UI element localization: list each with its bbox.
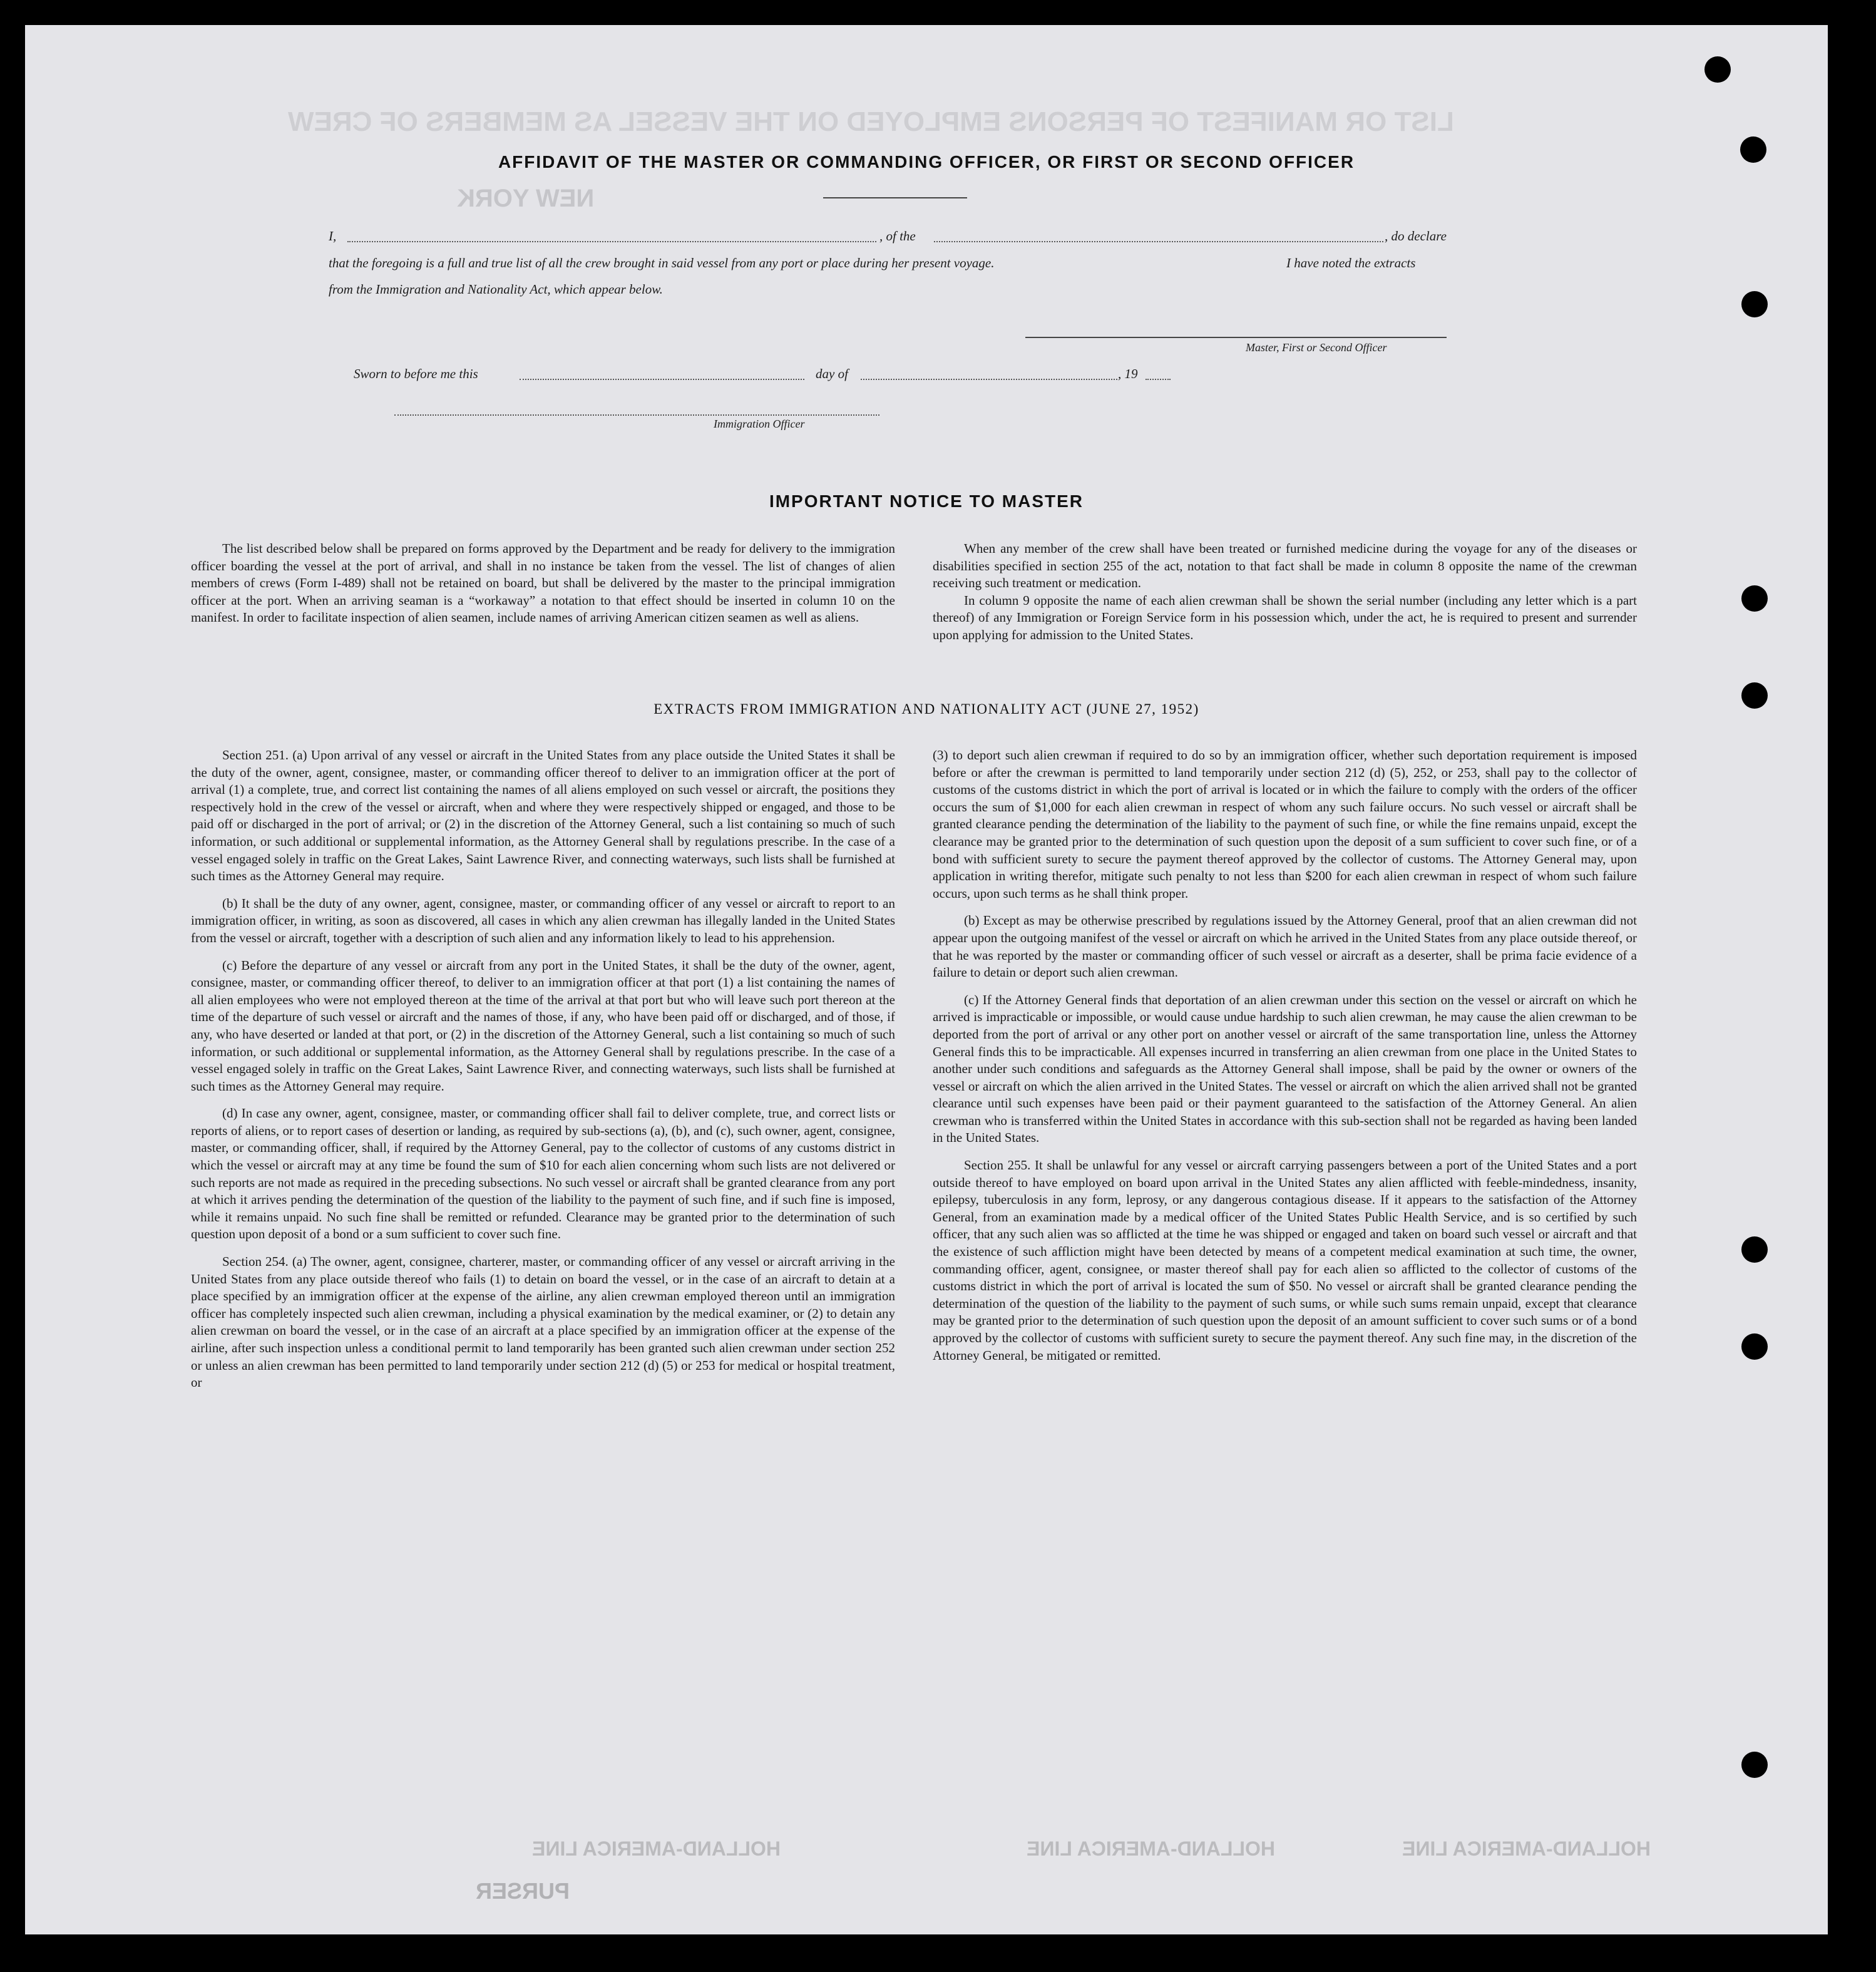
affidavit-title: AFFIDAVIT OF THE MASTER OR COMMANDING OFFICER, OR FIRST OR SECOND OFFICER	[498, 152, 1355, 172]
declaration-line: that the foregoing is a full and true list of all the crew brought in said vessel from any port or place during her present voyage.	[329, 255, 995, 270]
punch-hole	[1741, 585, 1768, 612]
show-through-header: LIST OR MANIFEST OF PERSONS EMPLOYED ON THE VESSEL AS MEMBERS OF CREW	[288, 106, 1454, 137]
affiant-label: I,	[329, 229, 337, 244]
sworn-label: Sworn to before me this	[354, 366, 478, 381]
notice-left-column	[191, 540, 895, 637]
immigration-officer-caption: Immigration Officer	[714, 418, 805, 430]
act-section: (c) If the Attorney General finds that deportation of an alien crewman under this section on the vessel or aircraft on which he arrived is impracticable or impossible, or would cause undue hardship to such alien crewman, he may cause the alien crewman to be deported from the port of arrival or any other port on another vessel or aircraft of the same transportation line, unless the Attorney General finds this to be impracticable. All expenses incurred in transferring an alien crewman from one place in the United States to another under such conditions and safeguards as the Attorney General shall impose, shall be paid by the owner or owners of the vessel or aircraft on which the alien arrived in the United States. The vessel or aircraft on which the alien arrived shall not be granted clearance until such expenses have been paid or their payment guaranteed to the satisfaction of the Attorney General. An alien crewman who is transferred within the United States in accordance with this sub-section shall not be regarded as having been landed in the United States.	[933, 992, 1637, 1146]
act-section: (3) to deport such alien crewman if required to do so by an immigration officer, whether such deportation requirement is imposed before or after the crewman is permitted to land temporarily under section 212 (d) (5), 252, or 253, shall pay to the collector of customs of the customs district in which the port of arrival is located or in which the failure to comply with the orders of the officer occurs the sum of $1,000 for each alien crewman in respect of whom any such failure occurs. No such vessel or aircraft shall be granted clearance pending the determination of the liability to the payment of such fine, or while the fine remains unpaid, except the clearance may be granted prior to the determination of such question upon the deposit of a sum sufficient to cover such fine, or of a bond with sufficient surety to secure the payment thereof approved by the collector of customs. The Attorney General may, upon application in writing therefor, mitigate such penalty to not less than $200 for each alien crewman in respect of whom such failure occurs, upon such terms as he shall think proper.	[933, 747, 1637, 901]
vessel-name-field[interactable]	[934, 241, 1383, 242]
do-declare-label: , do declare	[1385, 229, 1447, 244]
sworn-day-field[interactable]	[520, 379, 804, 380]
declaration-line-end: I have noted the extracts	[1286, 255, 1416, 270]
act-section: Section 254. (a) The owner, agent, consignee, charterer, master, or commanding officer of any vessel or aircraft arriving in the United States from any place outside thereof who fails (1) to detain on board the vessel, or in the case of an aircraft to detain at a place specified by an immigration officer at the expense of the airline, any alien crewman employed thereon until an immigration officer has completely inspected such alien crewman, including a physical examination by the medical examiner, or (2) to detain any alien crewman on board the vessel, or in the case of an aircraft at a place specified by an immigration officer at the expense of the airline, after such inspection unless a conditional permit to land temporarily has been granted such alien crewman under section 252 or unless an alien crewman has been permitted to land temporarily under section 212 (d) (5) or 253 for medical or hospital treatment, or	[191, 1254, 895, 1390]
master-signature-line[interactable]	[1025, 337, 1447, 338]
act-section: (c) Before the departure of any vessel or aircraft from any port in the United States, it shall be the duty of the owner, agent, consignee, master, or commanding officer thereof, to deliver to an immigration officer at that port (1) a list containing the names of all alien employees who were not employed thereon at the time of the arrival at that port but who will leave such port thereon at the time of the departure of such vessel or aircraft and the names of those, if any, who have been paid off or discharged, and of those, if any, who have deserted or landed at that port, or (2) in the discretion of the Attorney General, such a list containing so much of such information, or such additional or supplemental information, as the Attorney General shall by regulations prescribe. In the case of a vessel engaged solely in traffic on the Great Lakes, Saint Lawrence River, and connecting waterways, such lists shall be furnished at such times as the Attorney General may require.	[191, 957, 895, 1094]
notice-title: IMPORTANT NOTICE TO MASTER	[769, 491, 1084, 511]
extracts-right-column	[933, 747, 1637, 1374]
immigration-officer-signature-line[interactable]	[394, 414, 879, 416]
show-through-port: NEW YORK	[457, 185, 595, 212]
purser-stamp: PURSER	[476, 1878, 570, 1904]
day-of-label: day of	[816, 366, 848, 381]
of-the-label: , of the	[879, 229, 916, 244]
extracts-left-column	[191, 747, 895, 1402]
company-stamp: HOLLAND-AMERICA LINE	[1402, 1837, 1651, 1860]
notice-paragraph: When any member of the crew shall have been treated or furnished medicine during the voyage for any of the diseases or disabilities specified in section 255 of the act, notation to that fact shall be made in column 8 opposite the name of the crewman receiving such treatment or medication.	[933, 541, 1637, 591]
company-stamp: HOLLAND-AMERICA LINE	[532, 1837, 781, 1860]
punch-hole	[1741, 1752, 1768, 1778]
notice-paragraph: In column 9 opposite the name of each alien crewman shall be shown the serial number (including any letter which is a part thereof) of any Immigration or Foreign Service form in his possession which, under the act, he is required to present and surrender upon applying for admission to the United States.	[933, 592, 1637, 642]
act-section: Section 255. It shall be unlawful for any vessel or aircraft carrying passengers between a port of the United States and a port outside thereof to have employed on board upon arrival in the United States any alien afflicted with feeble-mindedness, insanity, epilepsy, tuberculosis in any form, leprosy, or any dangerous contagious disease. If it appears to the satisfaction of the Attorney General, from an examination made by a medical officer of the United States Public Health Service, and is so certified by such officer, that any such alien was so afflicted at the time he was shipped or engaged and taken on board such vessel or aircraft and that the existence of such affliction might have been detected by means of a competent medical examination at such time, the owner, commanding officer, agent, consignee, or master thereof shall pay for each alien so afflicted to the collector of customs of the customs district in which the port of arrival is located the sum of $50. No vessel or aircraft shall be granted clearance pending the determination of the question of the liability to the payment of such sums, or while such sums remain unpaid, except that clearance may be granted prior to the determination of such question upon the deposit of an amount sufficient to cover such sums or of a bond approved by the collector of customs with sufficient surety to secure the payment thereof. Any such fine may, in the discretion of the Attorney General, be mitigated or remitted.	[933, 1158, 1637, 1363]
document-page	[25, 25, 1828, 1934]
act-section: (b) It shall be the duty of any owner, agent, consignee, master, or commanding officer of any vessel or aircraft to report to an immigration officer, in writing, as soon as discovered, all cases in which any alien crewman has illegally landed in the United States from the vessel or aircraft, together with a description of such alien and any information likely to lead to his apprehension.	[191, 895, 895, 945]
title-underline	[823, 197, 967, 198]
notice-paragraph: The list described below shall be prepared on forms approved by the Department and be ready for delivery to the immigration officer boarding the vessel at the port of arrival, and shall in no instance be taken from the vessel. The list of changes of alien members of crews (Form I-489) shall not be retained on board, but shall be delivered by the master to the principal immigration officer at the port. When an arriving seaman is a “workaway” a notation to that effect should be inserted in column 10 on the manifest. In order to facilitate inspection of alien seamen, include names of arriving American citizen seamen as well as aliens.	[191, 541, 895, 625]
punch-hole	[1704, 56, 1731, 83]
punch-hole	[1741, 1236, 1768, 1263]
act-section: Section 251. (a) Upon arrival of any vessel or aircraft in the United States from any place outside the United States it shall be the duty of the owner, agent, consignee, master, or commanding officer thereof to deliver to an immigration officer at the port of arrival (1) a complete, true, and correct list containing the names of all aliens employed on such vessel or aircraft, the positions they respectively hold in the crew of the vessel or aircraft, when and where they were respectively shipped or engaged, and those to be paid off or discharged in the port of arrival; or (2) in the discretion of the Attorney General, such a list containing so much of such information, or such additional or supplemental information, as the Attorney General shall by regulations prescribe. In the case of a vessel engaged solely in traffic on the Great Lakes, Saint Lawrence River, and connecting waterways, such lists shall be furnished at such times as the Attorney General may require.	[191, 747, 895, 884]
master-signature-caption: Master, First or Second Officer	[1246, 341, 1387, 354]
punch-hole	[1741, 1333, 1768, 1360]
notice-right-column	[933, 540, 1637, 654]
declaration-line-3: from the Immigration and Nationality Act, which appear below.	[329, 282, 663, 297]
extracts-title: EXTRACTS FROM IMMIGRATION AND NATIONALITY ACT (JUNE 27, 1952)	[654, 701, 1199, 717]
act-section: (b) Except as may be otherwise prescribed by regulations issued by the Attorney General, proof that an alien crewman did not appear upon the outgoing manifest of the vessel or aircraft on which he arrived in the United States from any place outside thereof, or that he was reported by the master or commanding officer of such vessel or aircraft as a deserter, shall be prima facie evidence of a failure to detain or deport such alien crewman.	[933, 913, 1637, 980]
sworn-year-field[interactable]	[1146, 379, 1171, 380]
sworn-month-field[interactable]	[861, 379, 1117, 380]
affiant-name-field[interactable]	[347, 241, 876, 242]
year-label: , 19	[1118, 366, 1138, 381]
company-stamp: HOLLAND-AMERICA LINE	[1027, 1837, 1275, 1860]
act-section: (d) In case any owner, agent, consignee, master, or commanding officer shall fail to deliver complete, true, and correct lists or reports of aliens, or to report cases of desertion or landing, as required by sub-sections (a), (b), and (c), such owner, agent, consignee, master, or commanding officer, shall, if required by the Attorney General, pay to the collector of customs of any customs district in which the vessel or aircraft may at any time be found the sum of $10 for each alien concerning whom such lists are not delivered or such reports are not made as required in the preceding subsections. No such vessel or aircraft shall be granted clearance from any port at which it arrives pending the determination of the question of the liability to the payment of such fine, and if such fine is imposed, while it remains unpaid. No such fine shall be remitted or refunded. Clearance may be granted prior to the determination of such question upon deposit of a bond or a sum sufficient to cover such fine.	[191, 1106, 895, 1242]
punch-hole	[1741, 291, 1768, 317]
